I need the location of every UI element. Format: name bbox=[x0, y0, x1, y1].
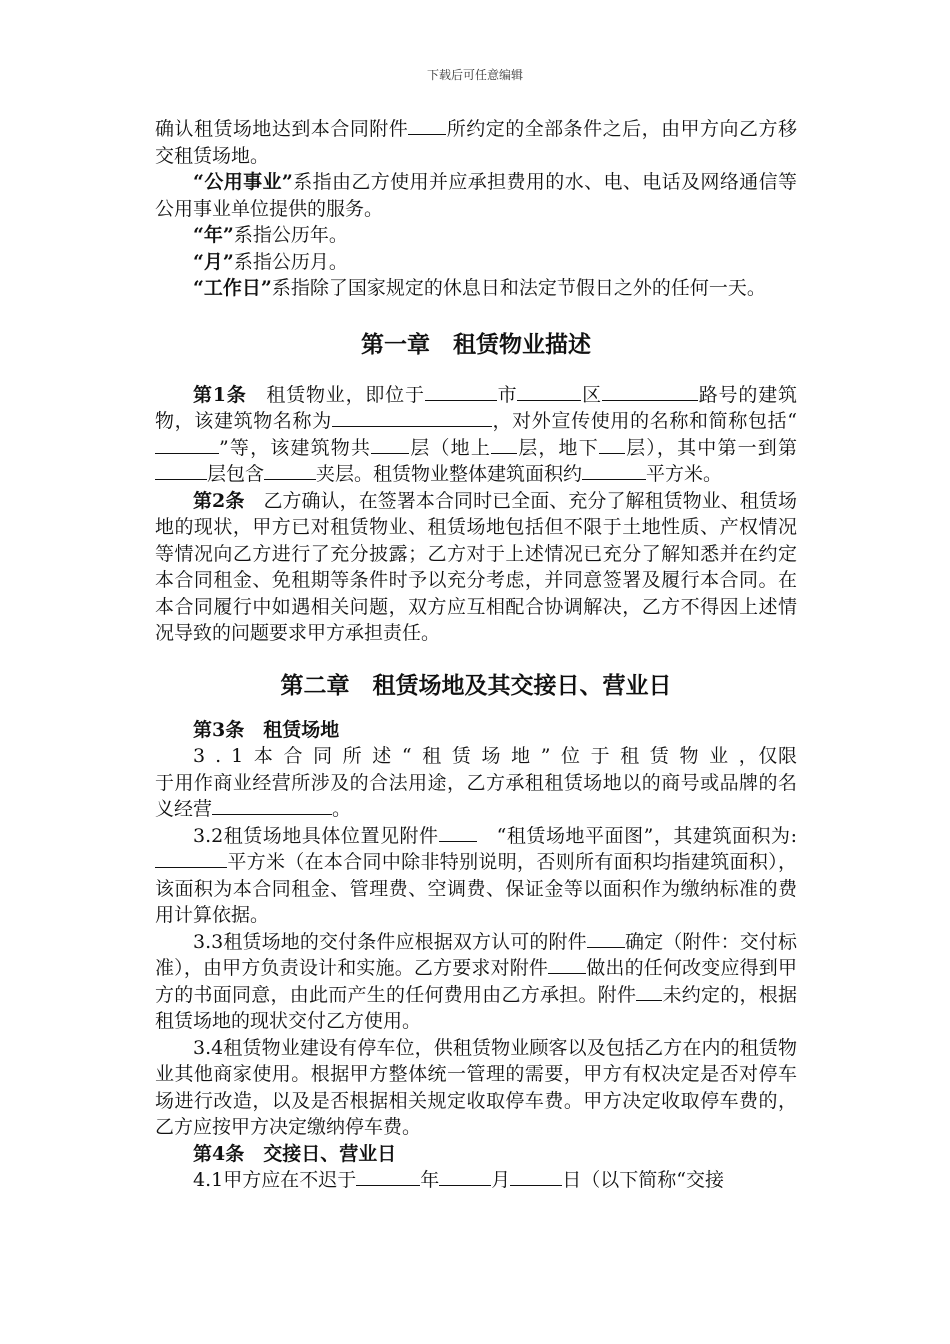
blank-field bbox=[517, 382, 581, 401]
page-header-note: 下载后可任意编辑 bbox=[426, 68, 523, 82]
blank-field bbox=[155, 435, 219, 454]
blank-field bbox=[264, 461, 316, 480]
blank-field bbox=[602, 382, 698, 401]
blank-field bbox=[155, 461, 207, 480]
term-year: “年” bbox=[193, 224, 234, 246]
article-2-label: 第2条 bbox=[193, 489, 245, 512]
term-working-day: “工作日” bbox=[193, 277, 272, 299]
blank-field bbox=[371, 435, 409, 454]
definition-public-utilities: “公用事业”系指由乙方使用并应承担费用的水、电、电话及网络通信等公用事业单位提供的服务。 bbox=[155, 171, 797, 220]
chapter-1-title: 第一章 租赁物业描述 bbox=[361, 330, 591, 358]
blank-field bbox=[439, 1167, 491, 1186]
article-1-label: 第1条 bbox=[193, 383, 247, 406]
clause-3-2: 3.2租赁场地具体位置见附件 “租赁场地平面图”，其建筑面积为: 平方米（在本合同中除非特别说明，否则所有面积均指建筑面积），该面积为本合同租金、管理费、空调费、保证金等以面积作为缴纳标准的费用计算依据。 bbox=[155, 824, 797, 926]
document-body bbox=[155, 116, 797, 1194]
blank-field bbox=[599, 435, 625, 454]
intro-paragraph-1: 确认租赁场地达到本合同附件 所约定的全部条件之后，由甲方向乙方移交租赁场地。 bbox=[155, 118, 797, 167]
blank-field bbox=[548, 955, 586, 974]
term-month: “月” bbox=[193, 250, 234, 273]
article-2: 第2条 乙方确认，在签署本合同时已全面、充分了解租赁物业、租赁场地的现状，甲方已对租赁物业、租赁场地包括但不限于土地性质、产权情况等情况向乙方进行了充分披露；乙方对于上述情况已充分了解知悉并在约定本合同租金、免租期等条件时予以充分考虑，并同意签署及履行本合同。在本合同履行中如遇相关问题，双方应互相配合协调解决，乙方不得因上述情况导致的问题要求甲方承担责任。 bbox=[155, 489, 797, 644]
blank-field bbox=[510, 1167, 562, 1186]
blank-field bbox=[332, 408, 492, 427]
blank-field bbox=[408, 116, 446, 135]
blank-field bbox=[491, 435, 517, 454]
article-3-heading: 第3条 租赁场地 bbox=[193, 718, 340, 741]
definition-year: “年”系指公历年。 bbox=[193, 224, 348, 246]
blank-field bbox=[155, 849, 227, 868]
blank-field bbox=[636, 982, 662, 1001]
blank-field bbox=[356, 1167, 420, 1186]
article-4-heading: 第4条 交接日、营业日 bbox=[193, 1142, 397, 1165]
term-public-utilities: “公用事业” bbox=[193, 171, 293, 193]
blank-field bbox=[212, 796, 332, 815]
clause-3-4: 3.4租赁物业建设有停车位，供租赁物业顾客以及包括乙方在内的租赁物业其他商家使用。根据甲方整体统一管理的需要，甲方有权决定是否对停车场进行改造，以及是否根据相关规定收取停车费。甲方决定收取停车费的，乙方应按甲方决定缴纳停车费。 bbox=[155, 1036, 797, 1138]
definition-month: “月”系指公历月。 bbox=[193, 250, 348, 273]
chapter-2-title: 第二章 租赁场地及其交接日、营业日 bbox=[280, 671, 672, 699]
definition-working-day: “工作日”系指除了国家规定的休息日和法定节假日之外的任何一天。 bbox=[193, 277, 766, 299]
clause-3-1: 3.1本合同所述“租赁场地”位于租赁物业，仅限于用作商业经营所涉及的合法用途，乙方承租租赁场地以的商号或品牌的名义经营 。 bbox=[155, 745, 797, 820]
clause-4-1: 4.1甲方应在不迟于 年 月 日（以下简称“交接 bbox=[193, 1169, 724, 1191]
clause-3-3: 3.3租赁场地的交付条件应根据双方认可的附件 确定（附件：交付标准），由甲方负责设计和实施。乙方要求对附件 做出的任何改变应得到甲方的书面同意，由此而产生的任何费用由乙方承担。附件 未约定的，根据租赁场地的现状交付乙方使用。 bbox=[155, 930, 797, 1032]
article-1: 第1条 租赁物业，即位于 市 区 路号的建筑物，该建筑物名称为 ，对外宣传使用的名称和简称包括“”等，该建筑物共 层（地上 层，地下 层），其中第一到第层包含 夹层。租赁物业整体建筑面积约 平方米。 bbox=[155, 383, 797, 485]
blank-field bbox=[425, 382, 497, 401]
blank-field bbox=[439, 823, 477, 842]
blank-field bbox=[582, 461, 646, 480]
blank-field bbox=[587, 929, 625, 948]
